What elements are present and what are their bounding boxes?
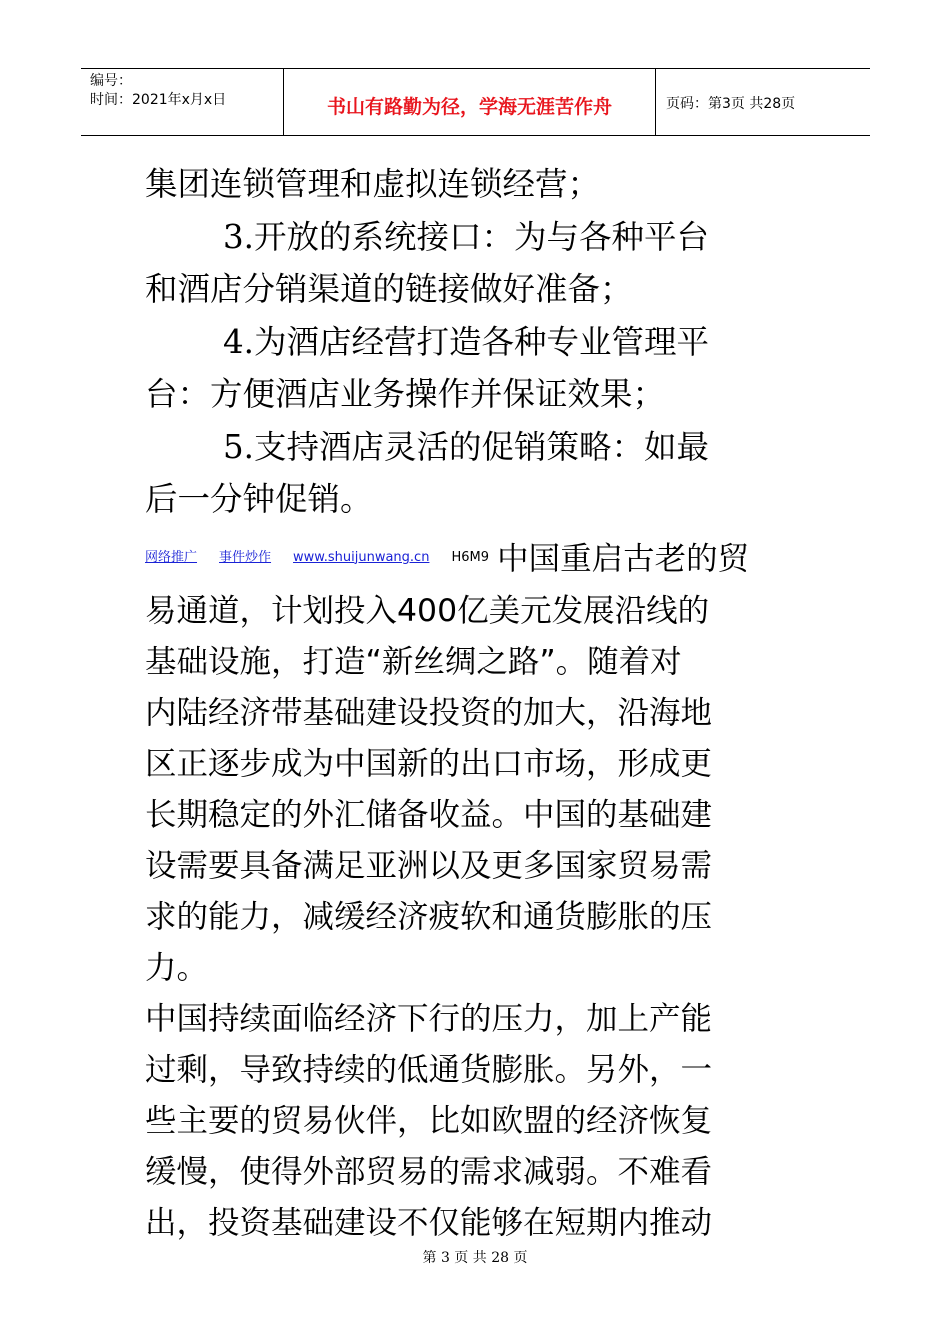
text-line: 5.支持酒店灵活的促销策略：如最 — [223, 427, 710, 466]
text-line: 力。 — [145, 949, 209, 986]
text-line: 后一分钟促销。 — [145, 480, 373, 518]
document-date: 时间：2021年x月x日 — [90, 92, 227, 108]
text-line: 求的能力，减缓经济疲软和通货膨胀的压 — [145, 898, 713, 935]
text-line: 出，投资基础建设不仅能够在短期内推动 — [145, 1204, 713, 1241]
text-line: 和酒店分销渠道的链接做好准备； — [145, 270, 633, 308]
ref-code: H6M9 — [451, 549, 489, 565]
text-line: 基础设施，打造“新丝绸之路”。随着对 — [145, 643, 682, 680]
text-line: 缓慢，使得外部贸易的需求减弱。不难看 — [145, 1153, 713, 1190]
page-footer: 第 3 页 共 28 页 — [422, 1250, 528, 1266]
text-line: 台：方便酒店业务操作并保证效果； — [145, 375, 666, 413]
link-website[interactable]: www.shuijunwang.cn — [293, 549, 430, 565]
text-line: 3.开放的系统接口：为与各种平台 — [223, 217, 710, 256]
link-event-hype[interactable]: 事件炒作 — [219, 549, 272, 565]
header-page-info: 页码：第3页 共28页 — [666, 96, 796, 112]
text-line: 集团连锁管理和虚拟连锁经营； — [145, 165, 601, 203]
text-span: 中国重启古老的贸 — [497, 541, 750, 577]
link-network-promotion[interactable]: 网络推广 — [145, 549, 198, 565]
article-body — [145, 534, 807, 1249]
header-motto: 书山有路勤为径，学海无涯苦作舟 — [283, 69, 656, 135]
text-line: 4.为酒店经营打造各种专业管理平 — [223, 322, 710, 361]
header-meta — [81, 69, 283, 135]
text-line: 设需要具备满足亚洲以及更多国家贸易需 — [145, 847, 713, 884]
text-line: 易通道，计划投入400亿美元发展沿线的 — [145, 592, 710, 629]
text-line: 区正逐步成为中国新的出口市场，形成更 — [145, 745, 713, 782]
text-line — [145, 534, 807, 586]
page-header — [81, 68, 870, 136]
text-line: 过剩，导致持续的低通货膨胀。另外，一 — [145, 1051, 713, 1088]
text-line: 内陆经济带基础建设投资的加大，沿海地 — [145, 694, 713, 731]
list-section — [145, 158, 807, 526]
text-line: 中国持续面临经济下行的压力，加上产能 — [145, 1000, 713, 1037]
promo-links — [145, 550, 497, 565]
document-number: 编号： — [90, 73, 132, 89]
text-line: 长期稳定的外汇储备收益。中国的基础建 — [145, 796, 713, 833]
text-line: 些主要的贸易伙伴，比如欧盟的经济恢复 — [145, 1102, 713, 1139]
